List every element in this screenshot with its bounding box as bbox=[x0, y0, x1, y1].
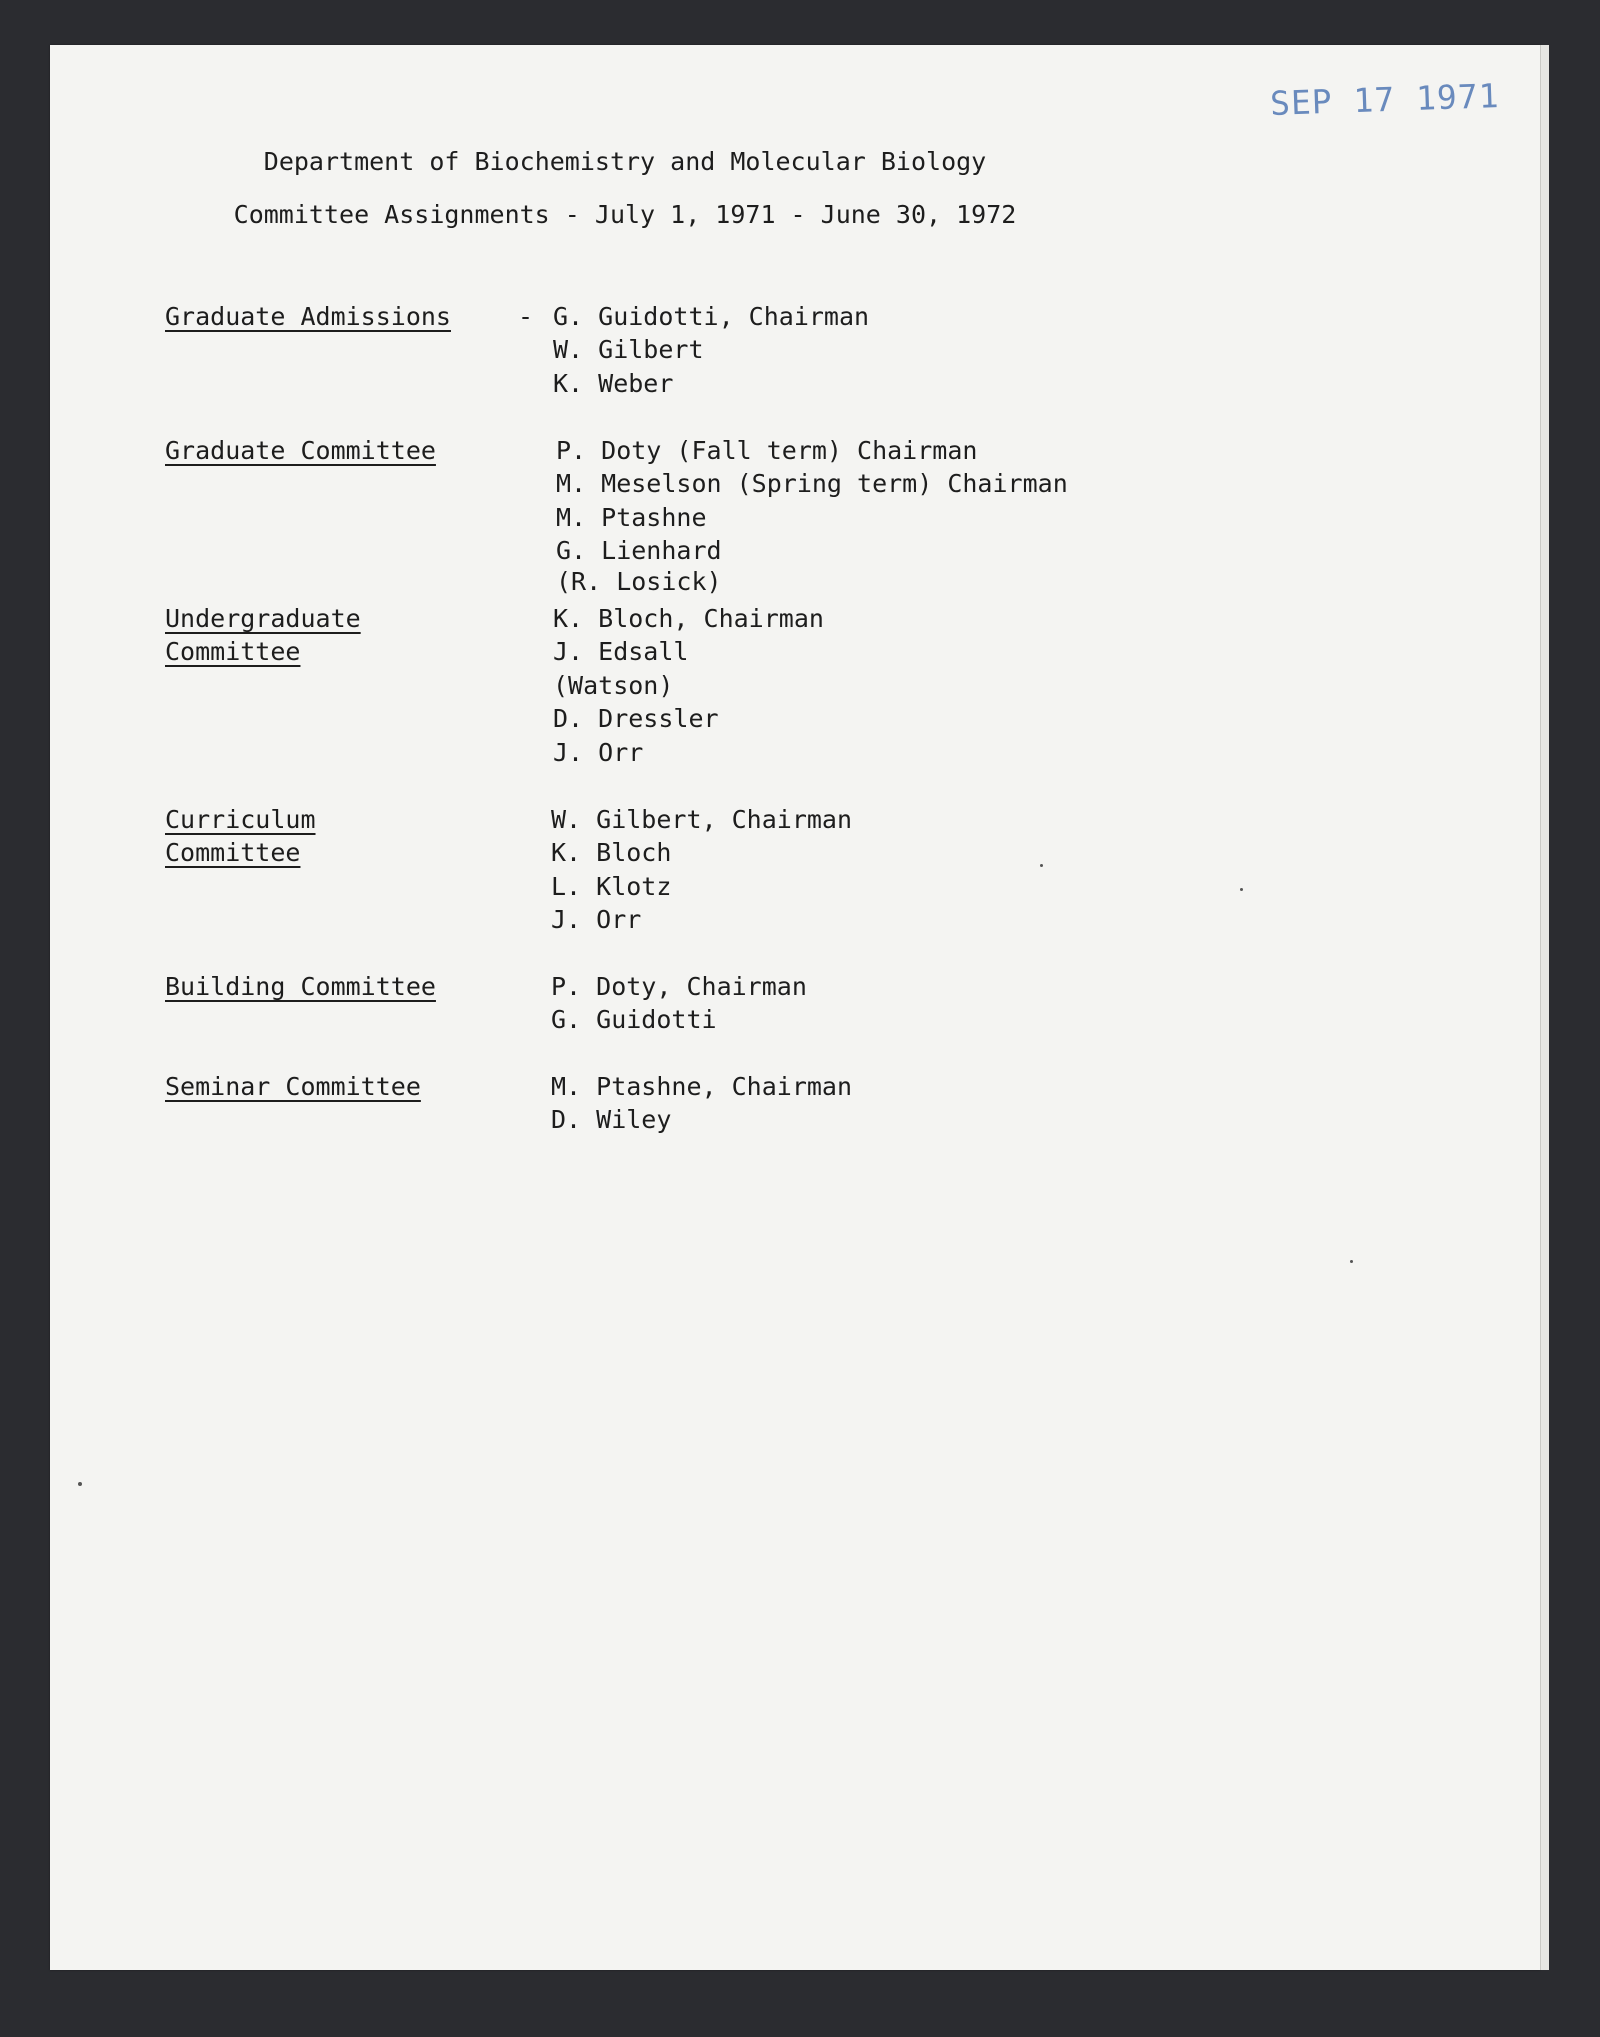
committee-name: Undergraduate Committee bbox=[165, 604, 361, 666]
member: J. Orr bbox=[551, 905, 642, 935]
member-list bbox=[551, 970, 807, 1037]
member: J. Edsall bbox=[553, 637, 689, 667]
member: J. Orr bbox=[553, 737, 644, 767]
member: D. Dressler bbox=[553, 704, 719, 734]
page-edge bbox=[1540, 45, 1549, 1970]
member: P. Doty, Chairman bbox=[551, 972, 807, 1001]
member-list bbox=[553, 300, 869, 400]
member: (Watson) bbox=[553, 670, 674, 700]
member-list bbox=[556, 434, 1068, 599]
department-heading: Department of Biochemistry and Molecular Biology bbox=[263, 147, 987, 176]
member: K. Bloch bbox=[551, 838, 672, 868]
committee-name: Graduate Admissions bbox=[165, 302, 451, 331]
member: L. Klotz bbox=[551, 871, 672, 901]
member-list bbox=[553, 602, 824, 769]
member: G. Guidotti bbox=[551, 1005, 717, 1035]
member: K. Weber bbox=[553, 368, 674, 398]
paper-speck bbox=[78, 1482, 82, 1486]
member: D. Wiley bbox=[551, 1105, 672, 1135]
committee-name: Building Committee bbox=[165, 972, 436, 1001]
assignments-subtitle: Committee Assignments - July 1, 1971 - June 30, 1972 bbox=[233, 200, 1017, 229]
committee-name: Curriculum Committee bbox=[165, 805, 316, 867]
paper-speck bbox=[1350, 1260, 1353, 1263]
paper-speck bbox=[1040, 864, 1043, 867]
member: P. Doty (Fall term) Chairman bbox=[556, 436, 978, 465]
member: M. Meselson (Spring term) Chairman bbox=[556, 469, 1068, 499]
member: G. Guidotti, Chairman bbox=[553, 302, 870, 331]
member-list bbox=[551, 1070, 852, 1137]
member: M. Ptashne bbox=[556, 502, 707, 532]
member: M. Ptashne, Chairman bbox=[551, 1072, 853, 1101]
member: (R. Losick) bbox=[556, 567, 722, 597]
member-list bbox=[551, 803, 852, 937]
paper-speck bbox=[1240, 888, 1243, 891]
member: W. Gilbert bbox=[553, 335, 704, 365]
member: K. Bloch, Chairman bbox=[553, 604, 824, 633]
committee-name: Graduate Committee bbox=[165, 436, 436, 465]
member: W. Gilbert, Chairman bbox=[551, 805, 853, 834]
committee-separator: - bbox=[518, 302, 534, 331]
date-stamp: SEP 17 1971 bbox=[1269, 76, 1501, 123]
committee-name: Seminar Committee bbox=[165, 1072, 421, 1101]
member: G. Lienhard bbox=[556, 536, 722, 566]
